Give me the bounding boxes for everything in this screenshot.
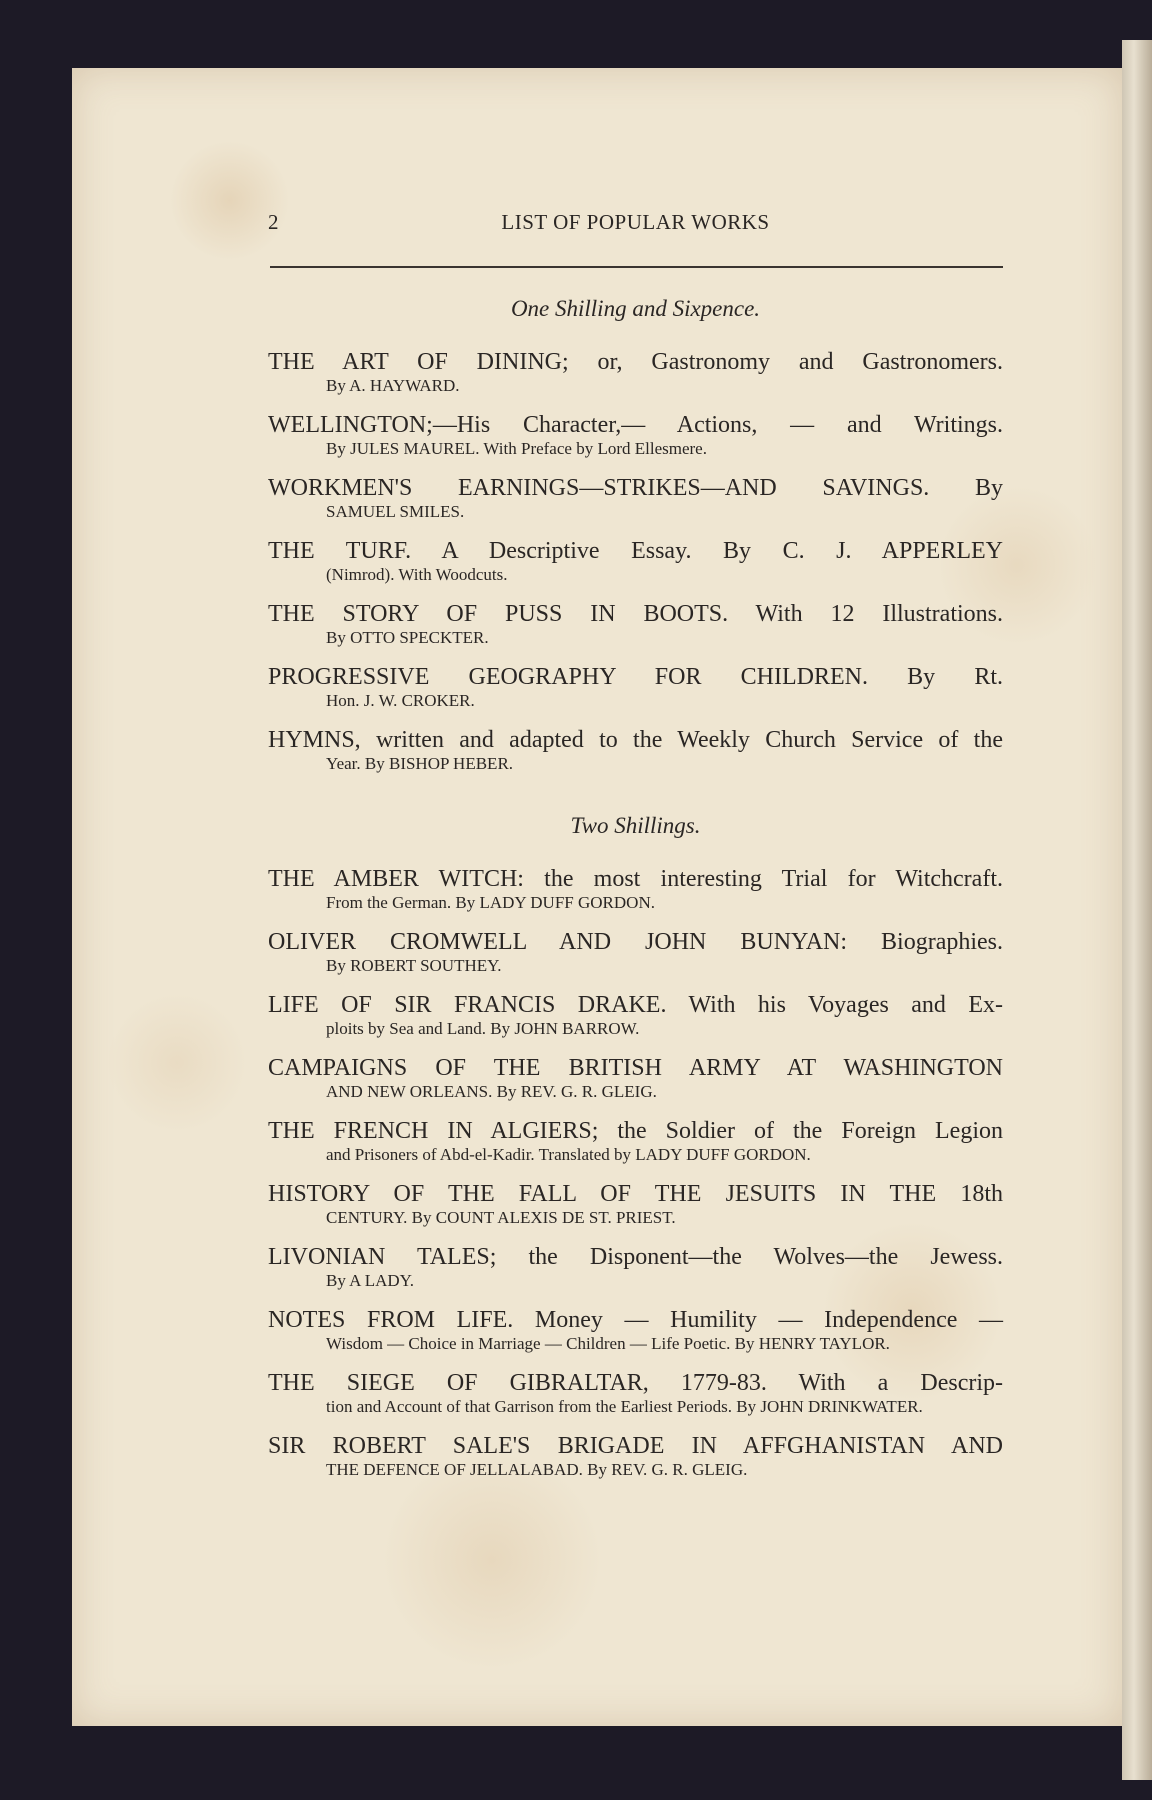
entry-title: WORKMEN'S EARNINGS—STRIKES—AND SAVINGS. By	[268, 475, 1003, 501]
list-item	[268, 411, 1003, 458]
entry-author: CENTURY. By COUNT ALEXIS DE ST. PRIEST.	[326, 1208, 676, 1227]
entry-title: HISTORY OF THE FALL OF THE JESUITS IN THE 18th	[268, 1181, 1003, 1207]
entry-title: LIFE OF SIR FRANCIS DRAKE. With his Voyages and Ex-	[268, 992, 1003, 1018]
list-item	[268, 474, 1003, 521]
entry-title: CAMPAIGNS OF THE BRITISH ARMY AT WASHINGTON	[268, 1055, 1003, 1081]
entry-author: THE DEFENCE OF JELLALABAD. By REV. G. R. GLEIG.	[326, 1460, 748, 1479]
entry-author: ploits by Sea and Land. By JOHN BARROW.	[326, 1019, 640, 1038]
entry-author: (Nimrod). With Woodcuts.	[326, 565, 508, 584]
entry-author: SAMUEL SMILES.	[326, 502, 465, 521]
entry-author: By A LADY.	[326, 1271, 415, 1290]
entry-author: and Prisoners of Abd-el-Kadir. Translated by LADY DUFF GORDON.	[326, 1145, 811, 1164]
section-two-shillings	[268, 813, 1003, 1479]
list-item	[268, 1243, 1003, 1290]
book-list	[268, 296, 1003, 1495]
entry-title: HYMNS, written and adapted to the Weekly Church Service of the	[268, 727, 1003, 753]
entry-author: tion and Account of that Garrison from the Earliest Periods. By JOHN DRINKWATER.	[326, 1397, 923, 1416]
list-item	[268, 1306, 1003, 1353]
entry-title: LIVONIAN TALES; the Disponent—the Wolves—the Jewess.	[268, 1244, 1003, 1270]
page-header	[268, 210, 1003, 250]
entry-author: From the German. By LADY DUFF GORDON.	[326, 893, 655, 912]
section-heading: Two Shillings.	[570, 813, 701, 838]
page-number: 2	[268, 210, 279, 234]
entry-author: Hon. J. W. CROKER.	[326, 691, 475, 710]
list-item	[268, 928, 1003, 975]
entry-title: NOTES FROM LIFE. Money — Humility — Independence —	[268, 1307, 1003, 1333]
list-item	[268, 1054, 1003, 1101]
list-item	[268, 537, 1003, 584]
entry-author: Year. By BISHOP HEBER.	[326, 754, 514, 773]
entry-author: AND NEW ORLEANS. By REV. G. R. GLEIG.	[326, 1082, 657, 1101]
entry-author: By A. HAYWARD.	[326, 376, 460, 395]
list-item	[268, 348, 1003, 395]
list-item	[268, 865, 1003, 912]
entry-title: THE TURF. A Descriptive Essay. By C. J. APPERLEY	[268, 538, 1003, 564]
list-item	[268, 726, 1003, 773]
entry-title: OLIVER CROMWELL AND JOHN BUNYAN: Biographies.	[268, 929, 1003, 955]
header-rule	[270, 266, 1003, 268]
list-item	[268, 1369, 1003, 1416]
list-item	[268, 1432, 1003, 1479]
list-item	[268, 1180, 1003, 1227]
section-heading: One Shilling and Sixpence.	[510, 296, 761, 321]
entry-title: THE STORY OF PUSS IN BOOTS. With 12 Illustrations.	[268, 601, 1003, 627]
list-item	[268, 991, 1003, 1038]
entry-title: THE SIEGE OF GIBRALTAR, 1779-83. With a Descrip-	[268, 1370, 1003, 1396]
section-one-shilling-sixpence	[268, 296, 1003, 773]
page-edge	[1122, 40, 1152, 1780]
entry-title: THE ART OF DINING; or, Gastronomy and Gastronomers.	[268, 349, 1003, 375]
running-title: LIST OF POPULAR WORKS	[501, 210, 770, 234]
entry-author: By OTTO SPECKTER.	[326, 628, 489, 647]
entry-title: PROGRESSIVE GEOGRAPHY FOR CHILDREN. By Rt.	[268, 664, 1003, 690]
entry-author: Wisdom — Choice in Marriage — Children — Life Poetic. By HENRY TAYLOR.	[326, 1334, 890, 1353]
entry-author: By JULES MAUREL. With Preface by Lord Ellesmere.	[326, 439, 707, 458]
list-item	[268, 663, 1003, 710]
entry-title: THE AMBER WITCH: the most interesting Trial for Witchcraft.	[268, 866, 1003, 892]
list-item	[268, 1117, 1003, 1164]
entry-title: THE FRENCH IN ALGIERS; the Soldier of the Foreign Legion	[268, 1118, 1003, 1144]
entry-title: SIR ROBERT SALE'S BRIGADE IN AFFGHANISTAN AND	[268, 1433, 1003, 1459]
entry-author: By ROBERT SOUTHEY.	[326, 956, 502, 975]
entry-title: WELLINGTON;—His Character,— Actions, — and Writings.	[268, 412, 1003, 438]
list-item	[268, 600, 1003, 647]
